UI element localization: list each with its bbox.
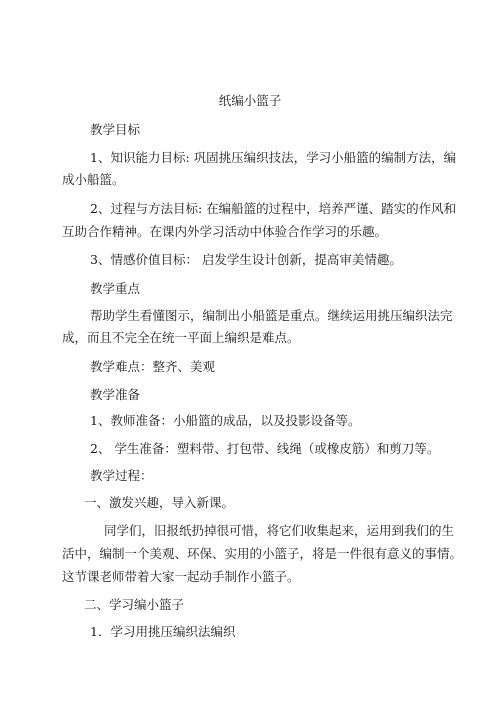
paragraph-line: 2、 学生准备：塑料带、打包带、线绳（或橡皮筋）和剪刀等。 — [90, 441, 440, 456]
heading-teaching-difficulty: 教学难点：整齐、美观 — [90, 359, 216, 374]
paragraph-line: 帮助学生看懂图示，编制出小船篮是重点。继续运用挑压编织法完 — [90, 308, 453, 323]
paragraph-line: 这节课老师带着大家一起动手制作小篮子。 — [62, 569, 300, 584]
paragraph-line: 活中，编制一个美观、环保、实用的小篮子，将是一件很有意义的事情。 — [62, 546, 463, 561]
paragraph-line: 1、知识能力目标: 巩固挑压编织技法，学习小船篮的编制方法，编 — [90, 150, 457, 165]
heading-teaching-focus: 教学重点 — [90, 281, 141, 296]
paragraph-line: 成，而且不完全在统一平面上编织是难点。 — [62, 330, 300, 345]
subheading-line: 1．学习用挑压编织法编织 — [90, 624, 236, 639]
paragraph-line: 1、教师准备：小船篮的成品，以及投影设备等。 — [90, 413, 361, 428]
subheading-line: 二、学习编小篮子 — [84, 597, 185, 612]
paragraph-line: 3、情感价值目标： 启发学生设计创新，提高审美情趣。 — [90, 252, 402, 267]
paragraph-line: 同学们，旧报纸扔掉很可惜，将它们收集起来，运用到我们的生 — [104, 523, 455, 538]
paragraph-line: 2、过程与方法目标: 在编船篮的过程中，培养严谨、踏实的作风和 — [90, 201, 457, 216]
subheading-line: 一、激发兴趣，导入新课。 — [84, 495, 235, 510]
heading-teaching-process: 教学过程： — [90, 468, 153, 483]
document-title: 纸编小篮子 — [218, 93, 282, 108]
heading-teaching-goals: 教学目标 — [90, 122, 141, 137]
heading-teaching-preparation: 教学准备 — [90, 387, 141, 402]
paragraph-line: 互助合作精神。在课内外学习活动中体验合作学习的乐趣。 — [62, 224, 388, 239]
paragraph-line: 成小船篮。 — [62, 172, 125, 187]
